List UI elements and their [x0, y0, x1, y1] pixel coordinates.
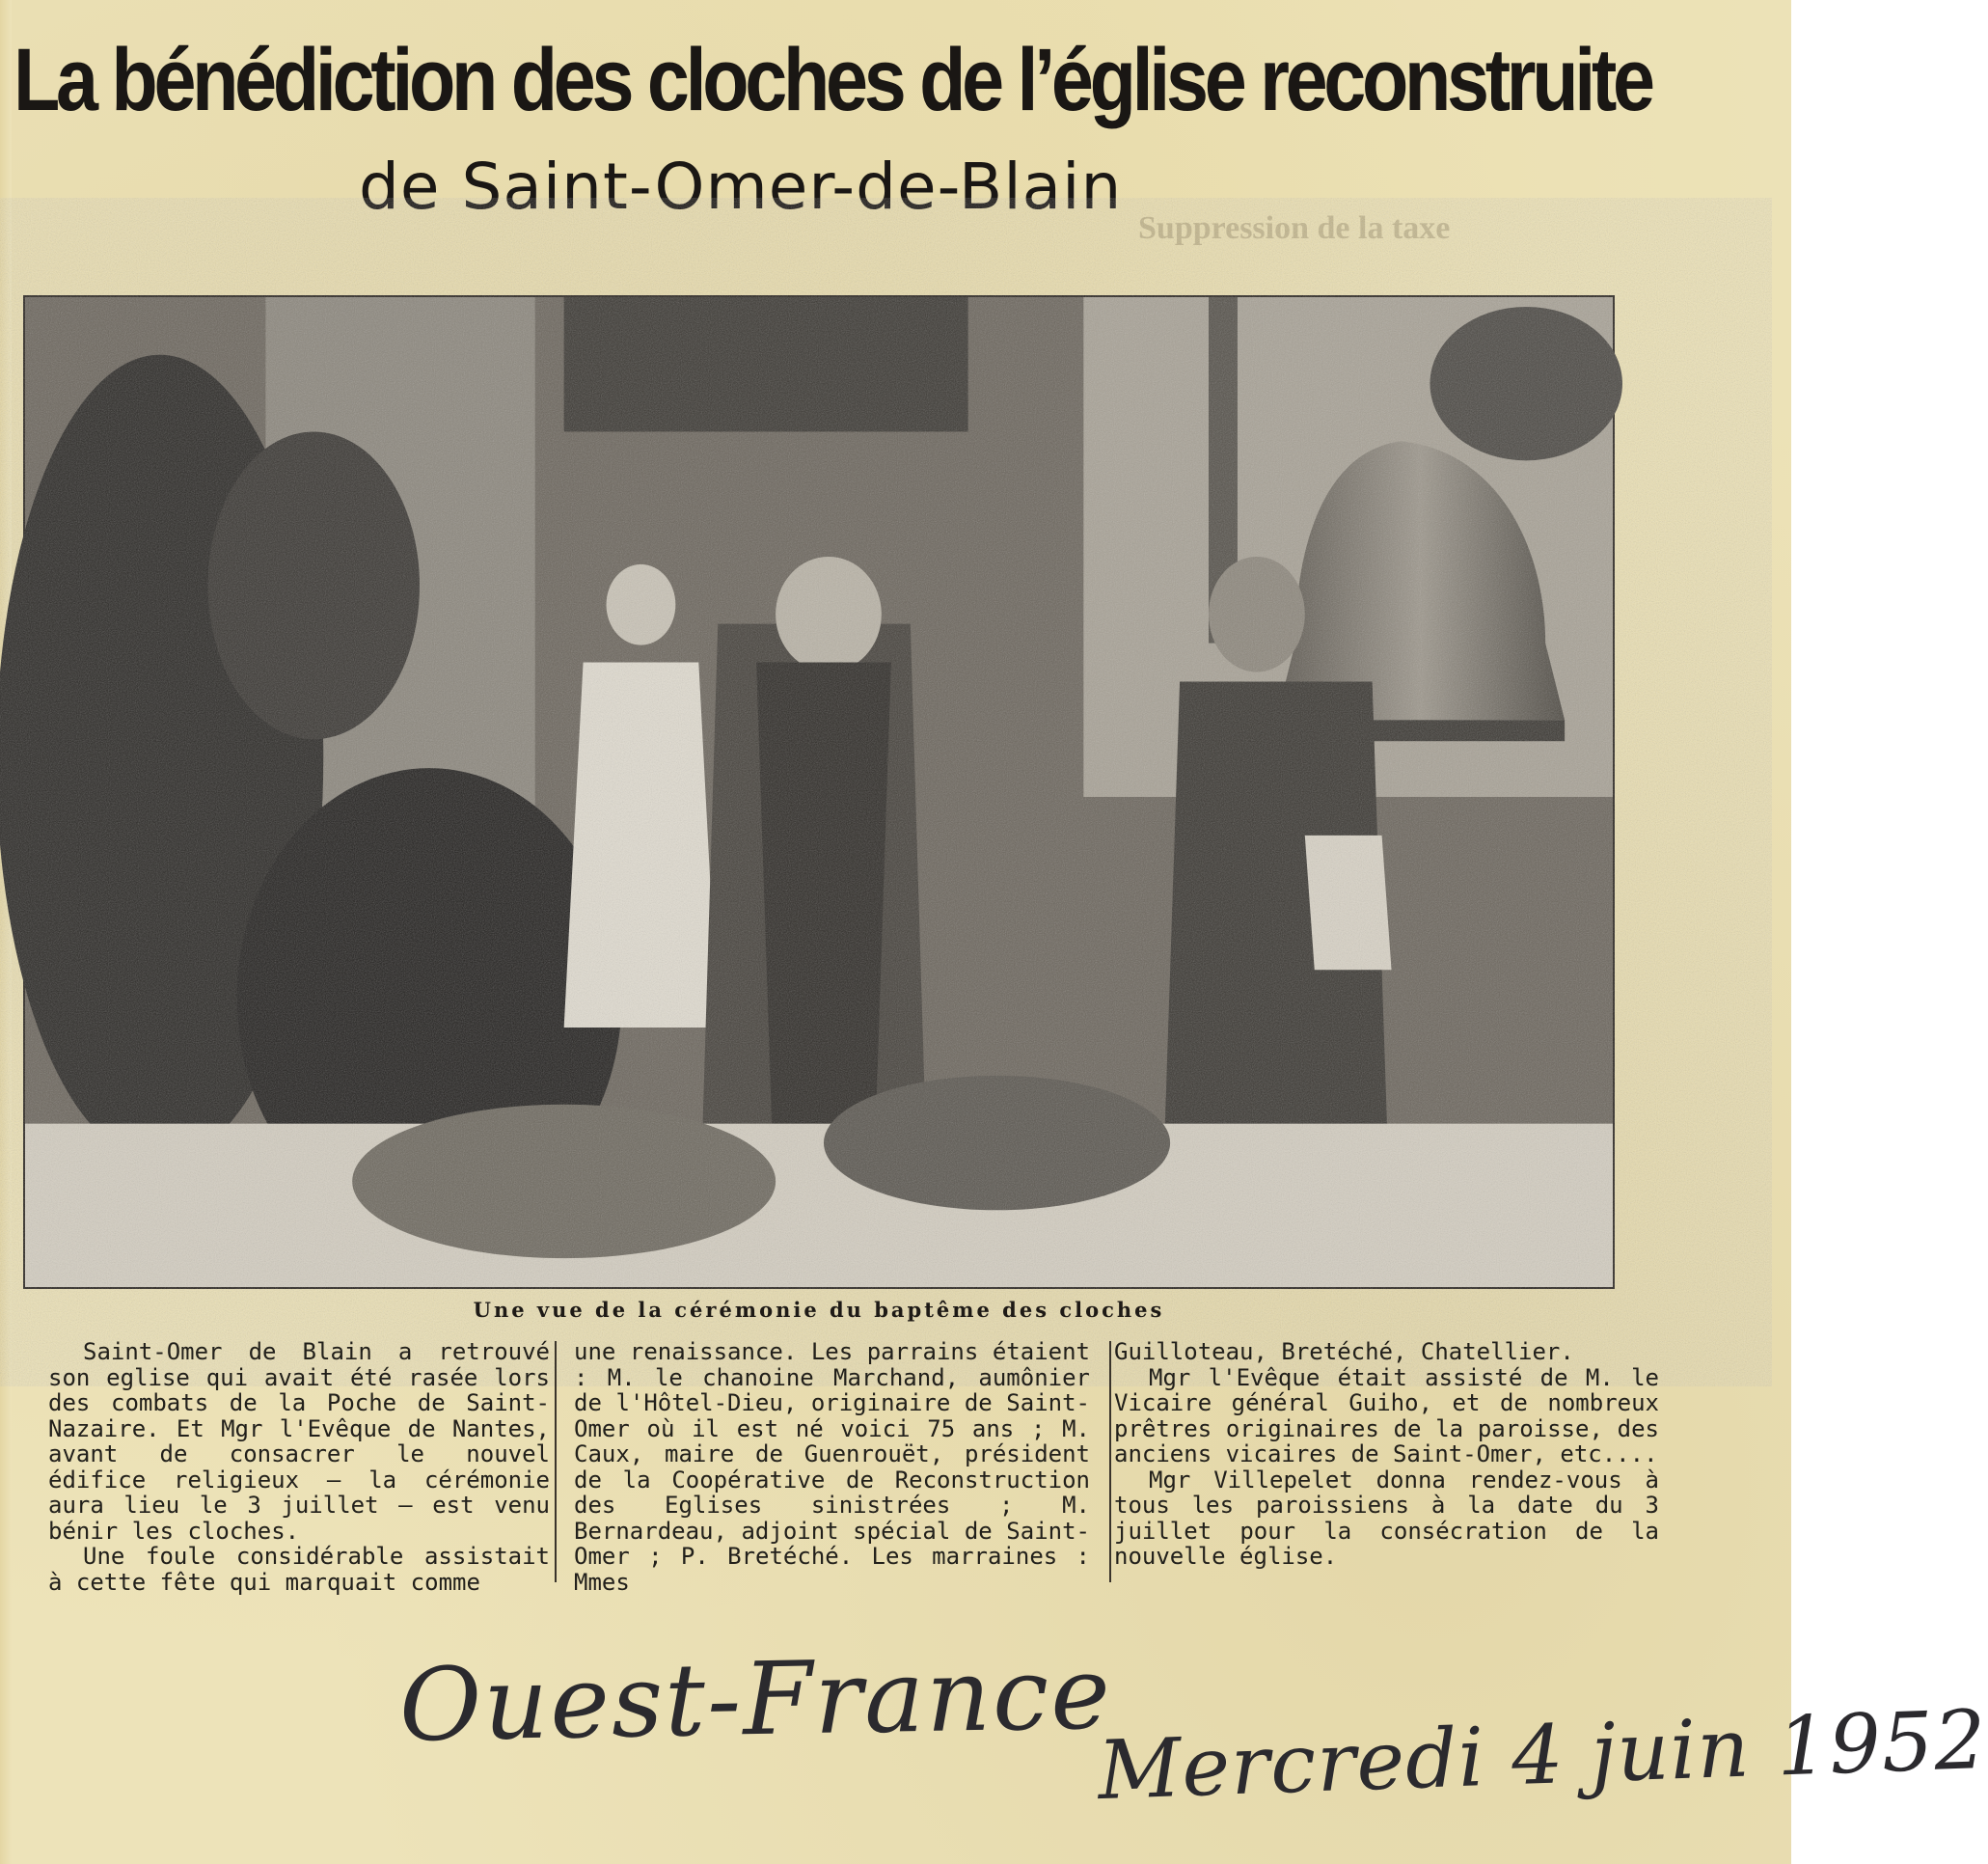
subheadline: de Saint-Omer-de-Blain [359, 150, 1123, 224]
paragraph: Mgr l'Evêque était assisté de M. le Vicaire général Guiho, et de nombreux prêtres originaires de la paroisse, des anciens vicaires de Saint-Omer, etc.... [1114, 1363, 1659, 1467]
paragraph: Saint-Omer de Blain a retrouvé son eglise qui avait été rasée lors des combats de la Poche de Saint-Nazaire. Et Mgr l'Evêque de Nantes, avant de consacrer le nouvel édifice religieux — la cérémonie aura lieu le 3 juillet — est venu bénir les cloches. [48, 1338, 550, 1545]
paragraph: une renaissance. Les parrains étaient : M. le chanoine Marchand, aumônier de l'Hôtel-Dieu, originaire de Saint-Omer où il est né voici 75 ans ; M. Caux, maire de Guenrouët, président de la Coopérative de Reconstruction des Eglises sinistrées ; M. Bernardeau, adjoint spécial de Saint-Omer ; P. Bretéché. Les marraines : Mmes [574, 1338, 1090, 1596]
article-body [48, 1339, 1659, 1619]
ceremony-photo [23, 295, 1615, 1289]
article-column-1 [48, 1339, 550, 1595]
paper-edge [0, 0, 12, 1864]
paragraph: Une foule considérable assistait à cette fête qui marquait comme [48, 1543, 550, 1596]
handwritten-date: Mercredi 4 juin 1952 [1096, 1691, 1988, 1819]
adjacent-article-heading: Suppression de la taxe [1138, 210, 1451, 246]
paragraph: Mgr Villepelet donna rendez-vous à tous les paroissiens à la date du 3 juillet pour la consécration de la nouvelle église. [1114, 1466, 1659, 1570]
photo-caption: Une vue de la cérémonie du baptême des cloches [473, 1298, 1165, 1322]
article-column-3 [1114, 1339, 1659, 1570]
article-column-2 [574, 1339, 1090, 1595]
photo-illustration [25, 297, 1613, 1287]
paragraph: Guilloteau, Bretéché, Chatellier. [1114, 1338, 1574, 1365]
headline: La bénédiction des cloches de l’église reconstruite [14, 31, 1651, 129]
handwritten-newspaper-name: Ouest-France [397, 1633, 1113, 1765]
